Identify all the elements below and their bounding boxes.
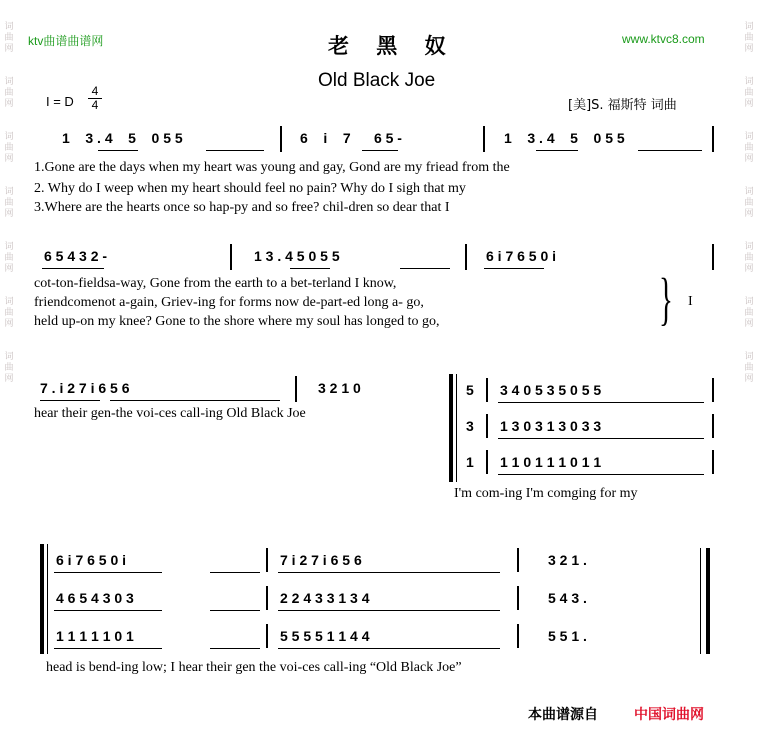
barline	[280, 126, 282, 152]
watermark-char: 词	[4, 242, 14, 252]
watermark-char: 网	[4, 99, 14, 109]
watermark-char: 曲	[4, 33, 14, 43]
composer-credit: [美]S. 福斯特 词曲	[568, 98, 677, 113]
final-bar-thick	[706, 548, 710, 654]
final-bar-thin	[700, 548, 701, 654]
s1-lyric-1: 1.Gone are the days when my heart was young and gay, Gond are my friead from the	[34, 160, 510, 175]
s3-lyric-parts: I'm com-ing I'm comging for my	[454, 486, 638, 501]
s4-v1-b: 7 i 2 7 i 6 5 6	[280, 552, 362, 568]
barline	[295, 376, 297, 402]
barline	[712, 378, 714, 402]
right-watermark-strip	[742, 0, 756, 750]
beam	[536, 150, 578, 151]
barline	[483, 126, 485, 152]
watermark-char: 网	[744, 44, 754, 54]
watermark-char: 曲	[744, 253, 754, 263]
key-signature: I = D	[46, 94, 74, 109]
s1-notes-b: 6 i 7 6 5 -	[300, 130, 402, 146]
watermark-char: 网	[744, 319, 754, 329]
watermark-char: 网	[744, 374, 754, 384]
beam	[206, 150, 264, 151]
footer-label: 本曲谱源自	[528, 707, 598, 723]
beam	[54, 648, 162, 649]
beam	[498, 402, 704, 403]
footer-source[interactable]: 中国词曲网	[634, 707, 704, 723]
watermark-char: 曲	[4, 308, 14, 318]
watermark-char: 网	[744, 264, 754, 274]
watermark-char: 曲	[744, 33, 754, 43]
barline	[266, 624, 268, 648]
barline	[712, 126, 714, 152]
watermark-char: 网	[4, 319, 14, 329]
s3-v1-pickup: 5	[466, 382, 474, 398]
s4-v2-c: 5 4 3 .	[548, 590, 587, 606]
watermark-char: 曲	[4, 253, 14, 263]
beam	[210, 572, 260, 573]
watermark-char: 词	[744, 77, 754, 87]
s1-notes-a: 1 3 . 4 5 0 5 5	[62, 130, 183, 146]
beam	[400, 268, 450, 269]
repeat-bar-thin	[456, 374, 457, 482]
watermark-char: 词	[744, 242, 754, 252]
s2-lyric-1: cot-ton-fieldsa-way, Gone from the earth to a bet-terland I know,	[34, 276, 397, 291]
s3-notes-a: 7 . i 2 7 i 6 5 6	[40, 380, 130, 396]
watermark-char: 词	[4, 77, 14, 87]
barline	[712, 414, 714, 438]
beam	[278, 610, 500, 611]
beam	[638, 150, 702, 151]
repeat-bar-thick	[449, 374, 453, 482]
beam	[42, 268, 104, 269]
barline	[517, 624, 519, 648]
left-watermark-strip	[2, 0, 16, 750]
s3-v3-notes: 1 1 0 1 1 1 0 1 1	[500, 454, 602, 470]
s4-v1-c: 3 2 1 .	[548, 552, 587, 568]
s2-lyric-3: held up-on my knee? Gone to the shore where my soul has longed to go,	[34, 314, 440, 329]
watermark-char: 词	[744, 22, 754, 32]
watermark-char: 曲	[744, 308, 754, 318]
s4-v3-a: 1 1 1 1 1 0 1	[56, 628, 134, 644]
site-url-right: www.ktvc8.com	[622, 32, 705, 46]
beam	[210, 648, 260, 649]
s4-v1-a: 6 i 7 6 5 0 i	[56, 552, 127, 568]
watermark-char: 词	[744, 187, 754, 197]
watermark-char: 曲	[4, 198, 14, 208]
barline	[517, 586, 519, 610]
beam	[54, 572, 162, 573]
barline	[712, 450, 714, 474]
barline	[266, 586, 268, 610]
s4-lyric: head is bend-ing low; I hear their gen the voi-ces call-ing “Old Black Joe”	[46, 660, 462, 675]
s4-v3-b: 5 5 5 5 1 1 4 4	[280, 628, 370, 644]
watermark-char: 曲	[4, 143, 14, 153]
s1-lyric-2: 2. Why do I weep when my heart should feel no pain? Why do I sigh that my	[34, 181, 466, 196]
watermark-char: 词	[4, 352, 14, 362]
watermark-char: 词	[4, 132, 14, 142]
beam	[362, 150, 398, 151]
s1-notes-c: 1 3 . 4 5 0 5 5	[504, 130, 625, 146]
site-label-left: ktv曲谱曲谱网	[28, 34, 104, 48]
watermark-char: 词	[4, 297, 14, 307]
beam	[278, 648, 500, 649]
barline	[486, 414, 488, 438]
watermark-char: 词	[744, 132, 754, 142]
beam	[110, 400, 280, 401]
barline	[486, 378, 488, 402]
watermark-char: 网	[4, 154, 14, 164]
s4-v2-a: 4 6 5 4 3 0 3	[56, 590, 134, 606]
beam	[98, 150, 138, 151]
time-signature	[88, 85, 102, 112]
watermark-char: 词	[4, 187, 14, 197]
beam	[210, 610, 260, 611]
watermark-char: 网	[744, 99, 754, 109]
s3-notes-b: 3 2 1 0	[318, 380, 361, 396]
watermark-char: 网	[4, 374, 14, 384]
beam	[290, 268, 330, 269]
barline	[486, 450, 488, 474]
s4-v2-b: 2 2 4 3 3 1 3 4	[280, 590, 370, 606]
watermark-char: 网	[744, 209, 754, 219]
s2-notes-c: 6 i 7 6 5 0 i	[486, 248, 557, 264]
s2-notes-b: 1 3 . 4 5 0 5 5	[254, 248, 340, 264]
s3-v2-notes: 1 3 0 3 1 3 0 3 3	[500, 418, 602, 434]
watermark-char: 曲	[4, 363, 14, 373]
barline	[712, 244, 714, 270]
watermark-char: 曲	[744, 88, 754, 98]
beam	[54, 610, 162, 611]
beam	[498, 474, 704, 475]
time-top: 4	[91, 84, 99, 98]
beam	[278, 572, 500, 573]
watermark-char: 网	[744, 154, 754, 164]
title-english: Old Black Joe	[318, 70, 436, 91]
s3-v3-pickup: 1	[466, 454, 474, 470]
watermark-char: 词	[744, 297, 754, 307]
title-chinese: 老 黑 奴	[328, 34, 456, 58]
verse-brace: }	[658, 266, 673, 331]
watermark-char: 曲	[744, 363, 754, 373]
s4-v3-c: 5 5 1 .	[548, 628, 587, 644]
s2-end-word: I	[688, 294, 693, 309]
watermark-char: 曲	[744, 143, 754, 153]
watermark-char: 网	[4, 264, 14, 274]
s2-lyric-2: friendcomenot a-gain, Griev-ing for forms now de-part-ed long a- go,	[34, 295, 424, 310]
watermark-char: 词	[4, 22, 14, 32]
s1-lyric-3: 3.Where are the hearts once so hap-py and so free? chil-dren so dear that I	[34, 200, 450, 215]
barline	[517, 548, 519, 572]
beam	[498, 438, 704, 439]
s3-lyric-main: hear their gen-the voi-ces call-ing Old Black Joe	[34, 406, 306, 421]
time-bottom: 4	[88, 98, 102, 112]
s3-v1-notes: 3 4 0 5 3 5 0 5 5	[500, 382, 602, 398]
repeat-bar-thin	[47, 544, 48, 654]
barline	[266, 548, 268, 572]
watermark-char: 网	[4, 44, 14, 54]
barline	[465, 244, 467, 270]
watermark-char: 词	[744, 352, 754, 362]
beam	[40, 400, 100, 401]
watermark-char: 网	[4, 209, 14, 219]
s3-v2-pickup: 3	[466, 418, 474, 434]
s2-notes-a: 6 5 4 3 2 -	[44, 248, 108, 264]
repeat-bar-thick	[40, 544, 44, 654]
watermark-char: 曲	[744, 198, 754, 208]
beam	[484, 268, 544, 269]
barline	[230, 244, 232, 270]
watermark-char: 曲	[4, 88, 14, 98]
